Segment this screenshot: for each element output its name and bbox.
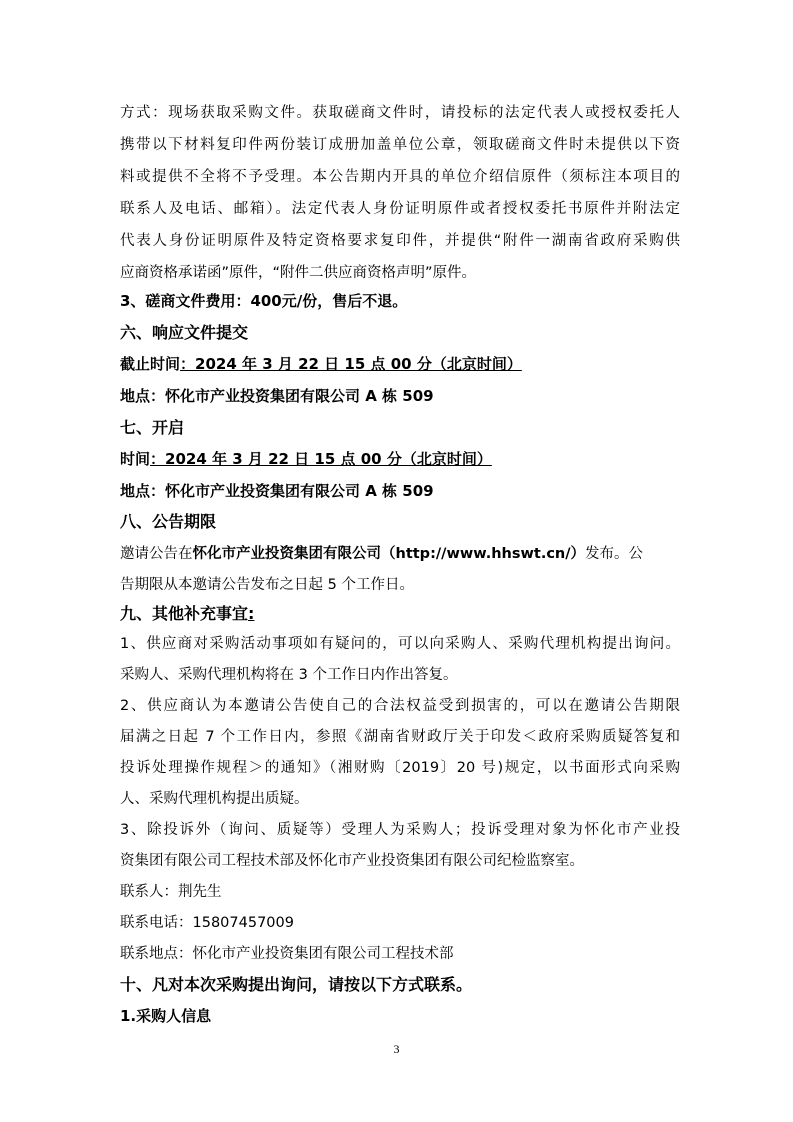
fee-line: 3、磋商文件费用：400元/份，售后不退。 [120, 292, 408, 310]
section-heading-8: 八、公告期限 [120, 512, 217, 531]
section-heading-7: 七、开启 [120, 418, 185, 437]
paragraph-line: 方式：现场获取采购文件。获取磋商文件时，请投标的法定代表人或授权委托人 [120, 105, 680, 121]
section-heading-9: 九、其他补充事宜: [120, 604, 255, 623]
sub-heading: 1.采购人信息 [120, 1007, 212, 1025]
open-time-label: 时间 [120, 450, 151, 468]
notice-publisher: 怀化市产业投资集团有限公司（http://www.hhswt.cn/） [192, 546, 586, 562]
notice-period-line [120, 544, 680, 564]
paragraph-line: 携带以下材料复印件两份装订成册加盖单位公章，领取磋商文件时未提供以下资 [120, 137, 680, 153]
open-time-line [120, 449, 680, 469]
paragraph-line: 联系人及电话、邮箱）。法定代表人身份证明原件或者授权委托书原件并附法定 [120, 201, 680, 217]
section-heading-6: 六、响应文件提交 [120, 323, 249, 342]
notice-suffix: 发布。公 [585, 546, 644, 562]
contact-phone: 联系电话：15807457009 [120, 915, 294, 931]
deadline-value: ：2024 年 3 月 22 日 15 点 00 分（北京时间） [180, 355, 522, 373]
page-number: 3 [393, 1042, 400, 1056]
paragraph-line: 人、采购代理机构提出质疑。 [120, 791, 309, 807]
notice-prefix: 邀请公告在 [120, 546, 193, 562]
deadline-label: 截止时间 [120, 355, 181, 373]
location-line: 地点：怀化市产业投资集团有限公司 A 栋 509 [120, 482, 434, 500]
paragraph-line: 届满之日起 7 个工作日内，参照《湖南省财政厅关于印发＜政府采购质疑答复和 [120, 729, 680, 745]
paragraph-line: 资集团有限公司工程技术部及怀化市产业投资集团有限公司纪检监察室。 [120, 853, 584, 869]
paragraph-line: 1、供应商对采购活动事项如有疑问的，可以向采购人、采购代理机构提出询问。 [120, 636, 680, 652]
deadline-line [120, 354, 680, 374]
contact-person: 联系人：荆先生 [120, 884, 222, 900]
paragraph-line: 3、除投诉外（询问、质疑等）受理人为采购人；投诉受理对象为怀化市产业投 [120, 822, 680, 838]
section-heading-10: 十、凡对本次采购提出询问，请按以下方式联系。 [120, 975, 473, 994]
location-line: 地点：怀化市产业投资集团有限公司 A 栋 509 [120, 387, 434, 405]
paragraph-line: 应商资格承诺函”原件，“附件二供应商资格声明”原件。 [120, 265, 477, 281]
notice-period-line-2: 告期限从本邀请公告发布之日起 5 个工作日。 [120, 577, 414, 593]
paragraph-line: 采购人、采购代理机构将在 3 个工作日内作出答复。 [120, 667, 458, 683]
paragraph-line: 2、供应商认为本邀请公告使自己的合法权益受到损害的，可以在邀请公告期限 [120, 698, 680, 714]
paragraph-line: 料或提供不全将不予受理。本公告期内开具的单位介绍信原件（须标注本项目的 [120, 169, 680, 185]
open-time-value: ：2024 年 3 月 22 日 15 点 00 分（北京时间） [150, 450, 492, 468]
paragraph-line: 投诉处理操作规程＞的通知》（湘财购〔2019〕20 号)规定，以书面形式向采购 [120, 760, 680, 776]
paragraph-line: 代表人身份证明原件及特定资格要求复印件，并提供“附件一湖南省政府采购供 [120, 233, 680, 249]
contact-address: 联系地点：怀化市产业投资集团有限公司工程技术部 [120, 946, 454, 962]
